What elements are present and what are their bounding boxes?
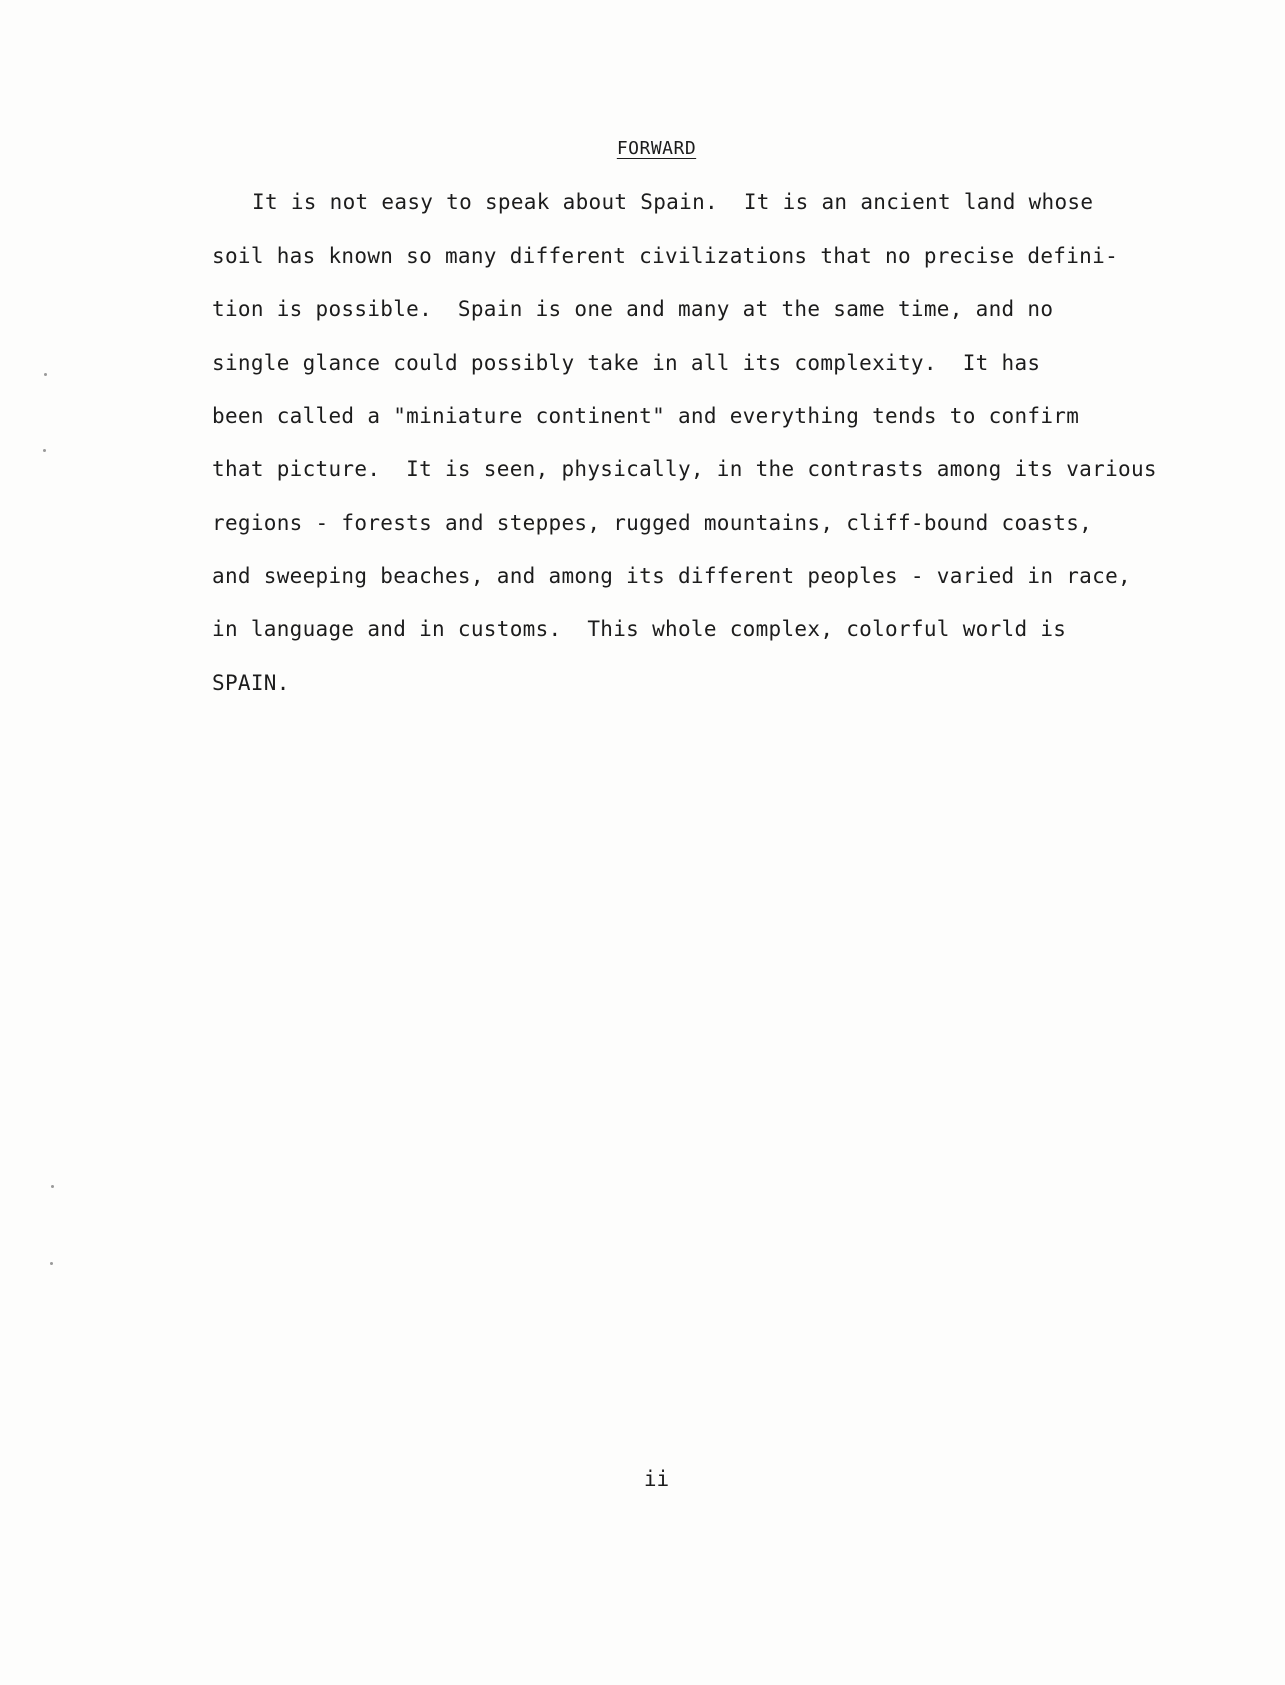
paragraph-line: tion is possible. Spain is one and many at the same time, and no bbox=[212, 297, 1054, 321]
paragraph-line: been called a "miniature continent" and everything tends to confirm bbox=[212, 404, 1080, 428]
scan-speck bbox=[43, 449, 46, 452]
paragraph-line: It is not easy to speak about Spain. It is an ancient land whose bbox=[252, 190, 1094, 214]
paragraph-line: regions - forests and steppes, rugged mountains, cliff-bound coasts, bbox=[212, 511, 1093, 535]
paragraph-line: in language and in customs. This whole complex, colorful world is bbox=[212, 617, 1067, 641]
scan-speck bbox=[51, 1185, 54, 1188]
scan-speck bbox=[50, 1262, 53, 1265]
paragraph-line: soil has known so many different civilizations that no precise defini- bbox=[212, 244, 1119, 268]
paragraph-line: that picture. It is seen, physically, in the contrasts among its various bbox=[212, 457, 1157, 481]
paragraph-line: and sweeping beaches, and among its different peoples - varied in race, bbox=[212, 564, 1131, 588]
paragraph-line: SPAIN. bbox=[212, 671, 290, 695]
page-title: FORWARD bbox=[616, 138, 697, 159]
paragraph-line: single glance could possibly take in all its complexity. It has bbox=[212, 351, 1041, 375]
scan-speck bbox=[44, 373, 47, 376]
page-number: ii bbox=[643, 1467, 670, 1491]
